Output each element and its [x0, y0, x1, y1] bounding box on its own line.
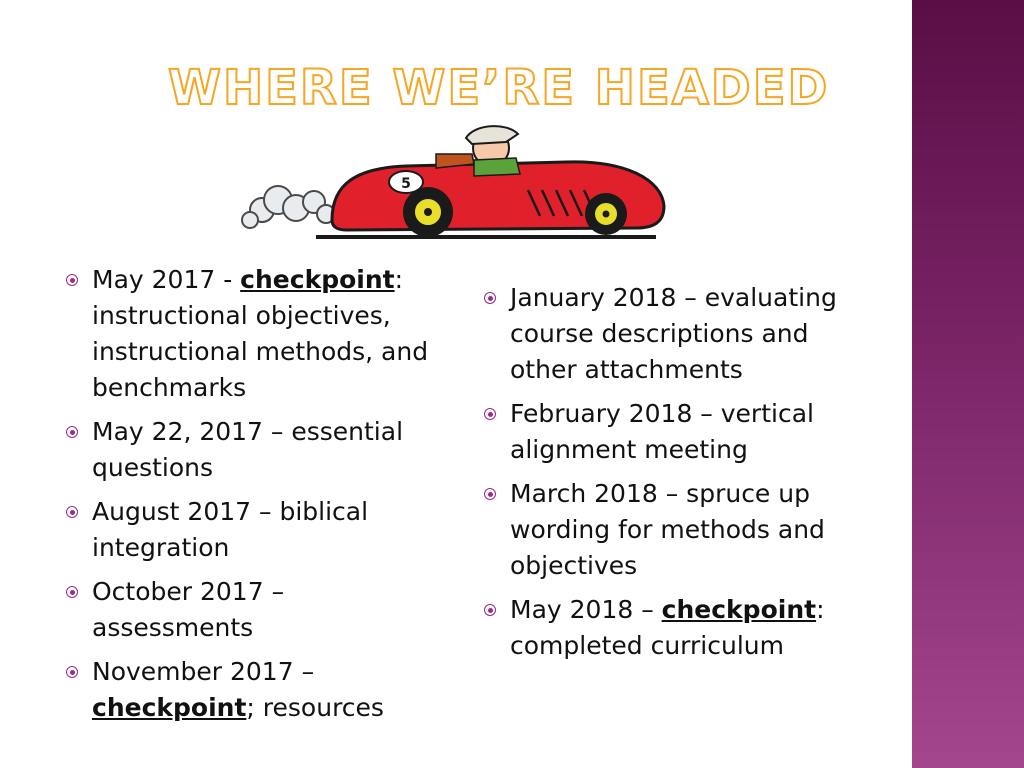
list-item: August 2017 – biblical integration [62, 494, 452, 566]
list-item: March 2018 – spruce up wording for methods and objectives [480, 476, 880, 584]
list-item: October 2017 – assessments [62, 574, 452, 646]
list-item: May 2017 - checkpoint: instructional objectives, instructional methods, and benchmarks [62, 262, 452, 406]
list-item: May 2018 – checkpoint: completed curriculum [480, 592, 880, 664]
list-item: January 2018 – evaluating course descriptions and other attachments [480, 280, 880, 388]
bullet-icon [66, 586, 78, 598]
bullet-icon [66, 506, 78, 518]
checkpoint-label: checkpoint [240, 265, 395, 294]
list-item: May 22, 2017 – essential questions [62, 414, 452, 486]
list-item: November 2017 – checkpoint; resources [62, 654, 452, 726]
decorative-sidebar [912, 0, 1024, 768]
front-wheel [585, 193, 627, 235]
bullet-icon [484, 408, 496, 420]
bullet-icon [66, 666, 78, 678]
slide-title: WHERE WE’RE HEADED [168, 60, 830, 116]
exhaust-smoke [242, 186, 335, 228]
bullet-icon [484, 604, 496, 616]
list-item: February 2018 – vertical alignment meeting [480, 396, 880, 468]
bullet-icon [484, 488, 496, 500]
rear-wheel [403, 187, 453, 237]
bullet-icon [66, 426, 78, 438]
checkpoint-label: checkpoint [92, 693, 247, 722]
race-car-illustration [236, 124, 668, 242]
timeline-left-column [62, 262, 452, 734]
bullet-icon [484, 292, 496, 304]
checkpoint-label: checkpoint [661, 595, 817, 624]
car-number: 5 [401, 176, 411, 192]
bullet-icon [66, 274, 78, 286]
timeline-right-column [480, 280, 880, 672]
